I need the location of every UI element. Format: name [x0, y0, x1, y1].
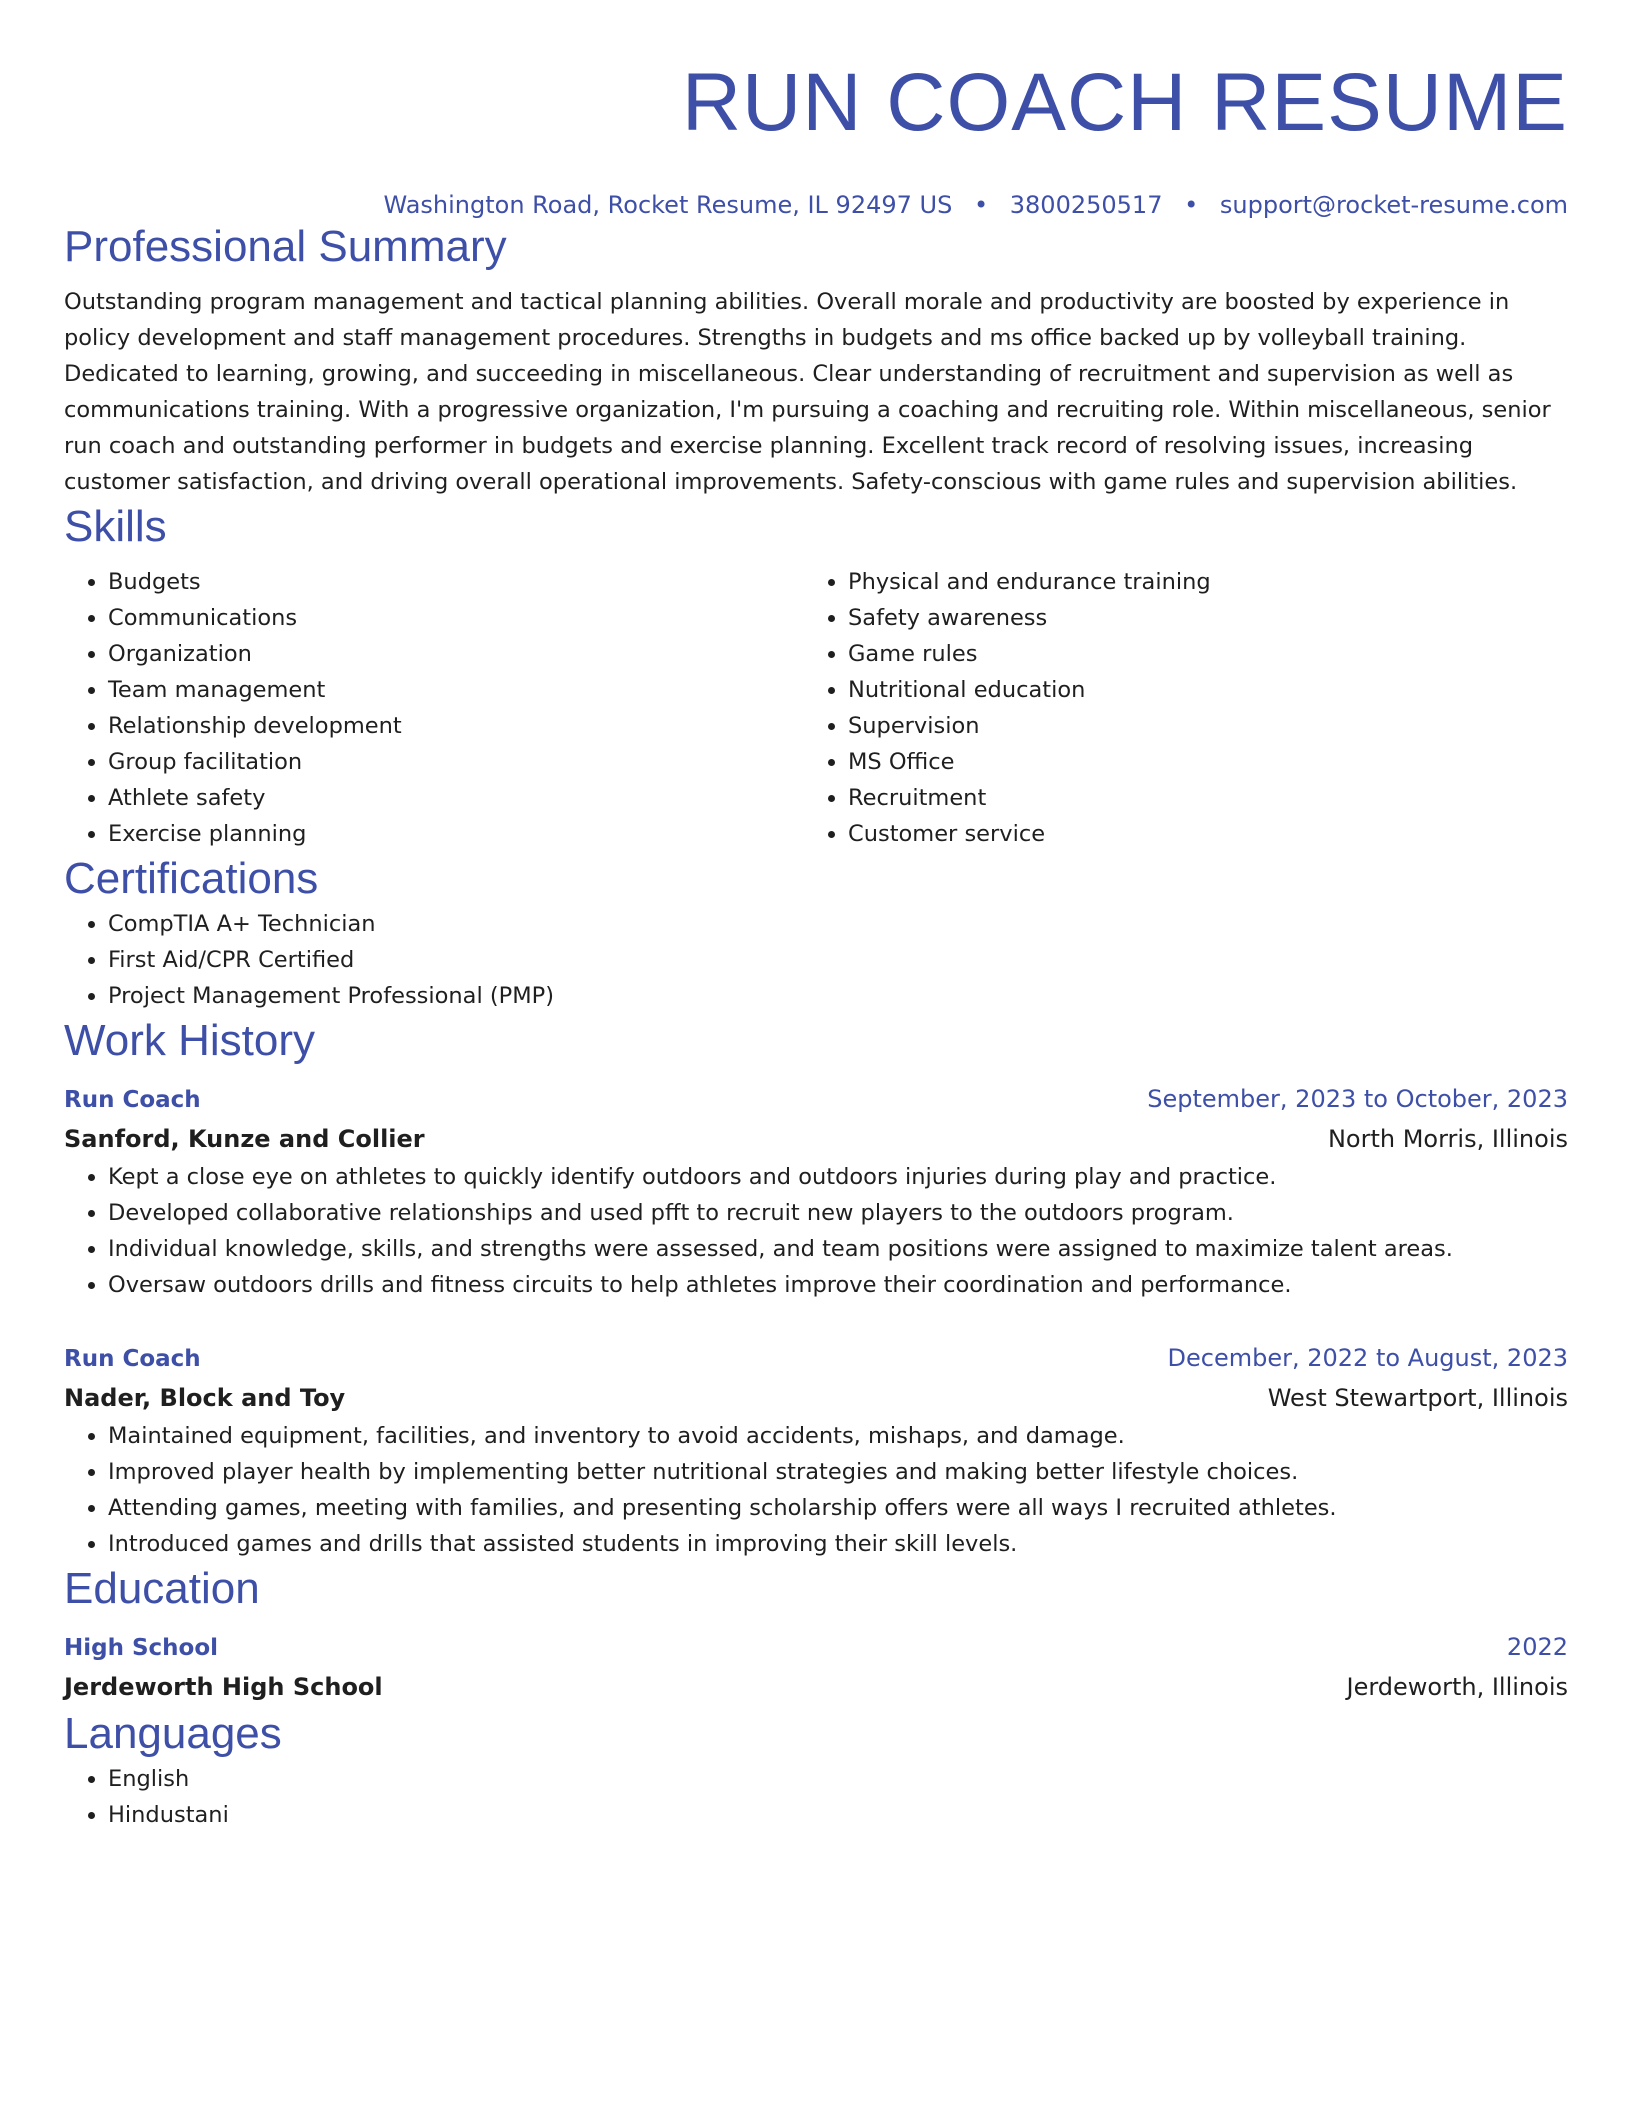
job-header-row — [64, 1080, 1568, 1119]
education-degree: High School — [64, 1635, 219, 1661]
job-bullet: • Kept a close eye on athletes to quickly identify outdoors and outdoors injuries during play and practice. — [108, 1159, 1568, 1195]
resume-title: RUN COACH RESUME — [681, 57, 1568, 148]
skill-item: • Communications — [108, 600, 804, 636]
skill-item: • Team management — [108, 672, 804, 708]
job-bullet: • Attending games, meeting with families, and presenting scholarship offers were all ways I recruited athletes. — [108, 1490, 1568, 1526]
contact-line — [64, 190, 1568, 220]
job-bullets — [64, 1159, 1568, 1303]
certifications-heading: Certifications — [64, 854, 319, 903]
languages-section — [64, 1707, 1568, 1833]
certification-item: • CompTIA A+ Technician — [108, 906, 1568, 942]
work-history-heading: Work History — [64, 1016, 315, 1065]
contact-phone: 3800250517 — [1009, 191, 1163, 219]
job-employer-row — [64, 1378, 1568, 1418]
skill-item: • Customer service — [848, 816, 1544, 852]
job-title: Run Coach — [64, 1087, 201, 1113]
education-entry — [64, 1628, 1568, 1707]
skill-item: • Game rules — [848, 636, 1544, 672]
education-heading: Education — [64, 1564, 260, 1613]
contact-email: support@rocket-resume.com — [1219, 191, 1568, 219]
resume-header — [64, 48, 1568, 220]
skills-column-right — [804, 564, 1544, 852]
job-entry — [64, 1080, 1568, 1303]
work-history-section — [64, 1014, 1568, 1562]
skill-item: • Supervision — [848, 708, 1544, 744]
skill-item: • Budgets — [108, 564, 804, 600]
skill-item: • Safety awareness — [848, 600, 1544, 636]
job-employer-row — [64, 1119, 1568, 1159]
job-header-row — [64, 1339, 1568, 1378]
job-bullet: • Maintained equipment, facilities, and inventory to avoid accidents, mishaps, and damage. — [108, 1418, 1568, 1454]
job-bullet: • Individual knowledge, skills, and strengths were assessed, and team positions were assigned to maximize talent areas. — [108, 1231, 1568, 1267]
skills-heading: Skills — [64, 502, 167, 551]
certification-item: • Project Management Professional (PMP) — [108, 978, 1568, 1014]
contact-separator: • — [1184, 191, 1199, 219]
skill-item: • Exercise planning — [108, 816, 804, 852]
skills-section — [64, 500, 1568, 852]
job-employer: Nader, Block and Toy — [64, 1384, 346, 1412]
skills-grid — [64, 564, 1568, 852]
skills-column-left — [64, 564, 804, 852]
certifications-list — [64, 906, 1568, 1014]
summary-text: Outstanding program management and tactical planning abilities. Overall morale and productivity are boosted by experience in policy development and staff management procedures. Strengths in budgets and ms office backed up by volleyball training. Dedicated to learning, growing, and succeeding in miscellaneous. Clear understanding of recruitment and supervision as well as communications training. With a progressive organization, I'm pursuing a coaching and recruiting role. Within miscellaneous, senior run coach and outstanding performer in budgets and exercise planning. Excellent track record of resolving issues, increasing customer satisfaction, and driving overall operational improvements. Safety-conscious with game rules and supervision abilities. — [64, 289, 1551, 495]
summary-section — [64, 220, 1568, 500]
job-location: North Morris, Illinois — [1327, 1125, 1568, 1153]
certification-item: • First Aid/CPR Certified — [108, 942, 1568, 978]
summary-heading: Professional Summary — [64, 222, 507, 271]
job-dates: September, 2023 to October, 2023 — [1147, 1085, 1568, 1113]
job-bullet: • Improved player health by implementing better nutritional strategies and making better lifestyle choices. — [108, 1454, 1568, 1490]
skill-item: • Organization — [108, 636, 804, 672]
languages-heading: Languages — [64, 1709, 282, 1758]
skill-item: • Relationship development — [108, 708, 804, 744]
skill-item: • Physical and endurance training — [848, 564, 1544, 600]
education-location: Jerdeworth, Illinois — [1346, 1673, 1568, 1701]
skills-list-right — [804, 564, 1544, 852]
education-section — [64, 1562, 1568, 1707]
job-bullets — [64, 1418, 1568, 1562]
skill-item: • Recruitment — [848, 780, 1544, 816]
job-entry — [64, 1339, 1568, 1562]
language-item: • English — [108, 1761, 1568, 1797]
education-school-row — [64, 1667, 1568, 1707]
job-bullet: • Developed collaborative relationships and used pfft to recruit new players to the outdoors program. — [108, 1195, 1568, 1231]
skills-list-left — [64, 564, 804, 852]
skill-item: • Group facilitation — [108, 744, 804, 780]
languages-list — [64, 1761, 1568, 1833]
job-dates: December, 2022 to August, 2023 — [1167, 1344, 1568, 1372]
contact-address: Washington Road, Rocket Resume, IL 92497 US — [383, 191, 953, 219]
contact-separator: • — [973, 191, 989, 219]
certifications-section — [64, 852, 1568, 1014]
job-bullet: • Introduced games and drills that assisted students in improving their skill levels. — [108, 1526, 1568, 1562]
skill-item: • Nutritional education — [848, 672, 1544, 708]
skill-item: • MS Office — [848, 744, 1544, 780]
job-employer: Sanford, Kunze and Collier — [64, 1125, 425, 1153]
education-header-row — [64, 1628, 1568, 1667]
job-location: West Stewartport, Illinois — [1267, 1384, 1568, 1412]
skill-item: • Athlete safety — [108, 780, 804, 816]
job-bullet: • Oversaw outdoors drills and fitness circuits to help athletes improve their coordination and performance. — [108, 1267, 1568, 1303]
language-item: • Hindustani — [108, 1797, 1568, 1833]
education-school: Jerdeworth High School — [64, 1673, 383, 1701]
education-year: 2022 — [1506, 1633, 1568, 1661]
resume-content — [64, 0, 1568, 1833]
job-title: Run Coach — [64, 1346, 201, 1372]
